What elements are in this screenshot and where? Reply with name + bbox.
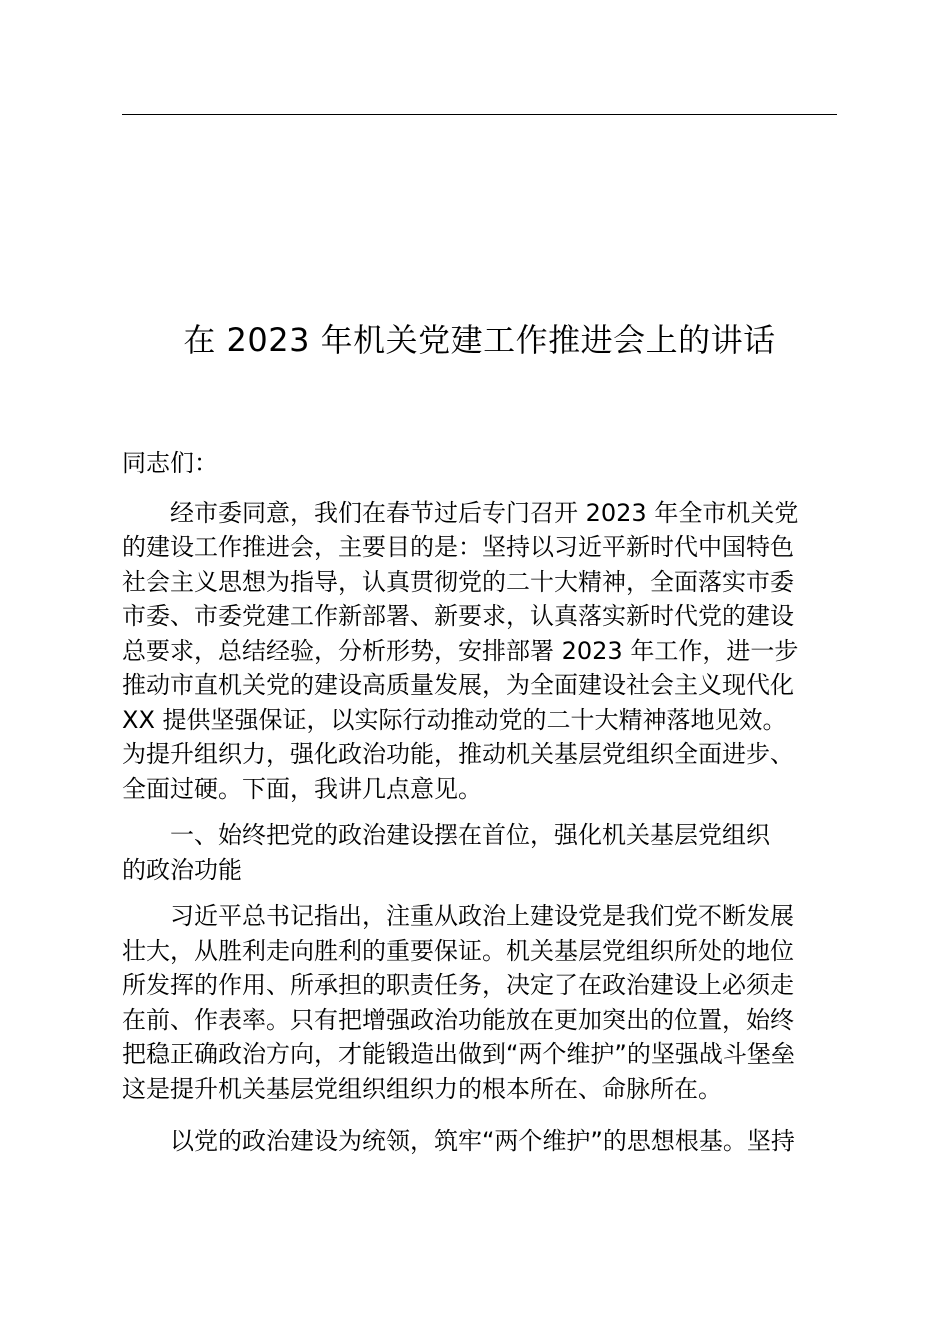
text-line: 的政治功能: [122, 855, 242, 884]
text-line: 总要求，总结经验，分析形势，安排部署 2023 年工作，进一步: [122, 636, 799, 665]
text-line: 社会主义思想为指导，认真贯彻党的二十大精神，全面落实市委: [122, 567, 794, 596]
text-line: 的建设工作推进会，主要目的是：坚持以习近平新时代中国特色: [122, 533, 794, 561]
text-line: 推动市直机关党的建设高质量发展，为全面建设社会主义现代化: [122, 671, 794, 699]
text-line: 把稳正确政治方向，才能锻造出做到“两个维护”的坚强战斗堡垒: [122, 1040, 795, 1068]
header-rule: [122, 114, 837, 115]
text-line: 在前、作表率。只有把增强政治功能放在更加突出的位置，始终: [122, 1005, 794, 1034]
paragraph-two-safeguards: [122, 1124, 842, 1159]
text-line: 习近平总书记指出，注重从政治上建设党是我们党不断发展: [122, 902, 794, 930]
paragraph-political-building: [122, 899, 842, 1106]
text-line: 所发挥的作用、所承担的职责任务，决定了在政治建设上必须走: [122, 971, 794, 999]
text-line: 经市委同意，我们在春节过后专门召开 2023 年全市机关党: [122, 498, 799, 527]
text-line: 壮大，从胜利走向胜利的重要保证。机关基层党组织所处的地位: [122, 936, 794, 965]
text-line: 一、始终把党的政治建设摆在首位，强化机关基层党组织: [122, 821, 770, 849]
paragraph-intro: [122, 496, 842, 807]
text-line: 全面过硬。下面，我讲几点意见。: [122, 774, 482, 803]
text-line: 这是提升机关基层党组织组织力的根本所在、命脉所在。: [122, 1074, 722, 1103]
document-body: [122, 446, 842, 1171]
text-line: XX 提供坚强保证，以实际行动推动党的二十大精神落地见效。: [122, 705, 787, 734]
document-title: 在 2023 年机关党建工作推进会上的讲话: [183, 321, 776, 359]
section-heading-1: [122, 818, 842, 887]
text-line: 市委、市委党建工作新部署、新要求，认真落实新时代党的建设: [122, 602, 794, 630]
text-line: 为提升组织力，强化政治功能，推动机关基层党组织全面进步、: [122, 740, 794, 768]
salutation: 同志们：: [122, 449, 218, 477]
text-line: 以党的政治建设为统领，筑牢“两个维护”的思想根基。坚持: [122, 1127, 795, 1155]
